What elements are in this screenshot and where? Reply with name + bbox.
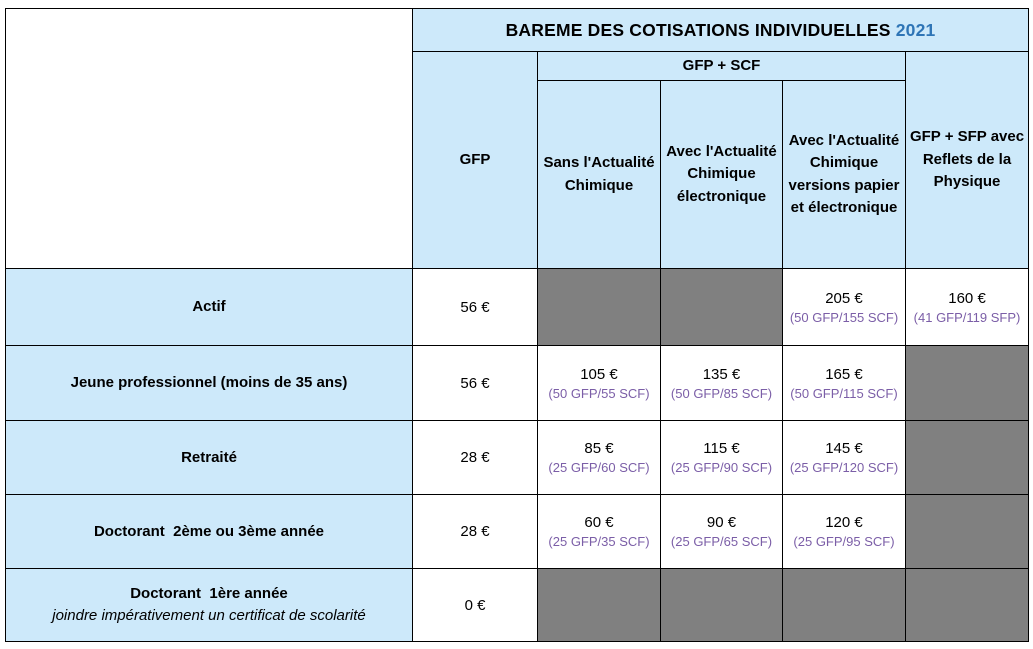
price-value: 205 € [825,289,863,307]
price-detail: (25 GFP/90 SCF) [670,460,773,476]
column-header-avec-actualite-papier-electronique: Avec l'Actualité Chimique versions papier et électronique [783,81,906,269]
blocked-cell [661,269,783,346]
column-header-gfp: GFP [413,52,538,269]
row-note: joindre impérativement un certificat de scolarité [52,607,366,624]
title-cell [413,9,1029,52]
gfp-price-cell [413,421,538,495]
table-row [6,569,1029,642]
price-detail: (50 GFP/155 SCF) [789,309,899,325]
empty-region [6,9,413,269]
row-label: Doctorant 1ère année [130,585,288,603]
gfp-price-cell [413,269,538,346]
price-cell [783,495,906,569]
table-row [6,269,1029,346]
price-cell [538,346,661,421]
price-detail: (50 GFP/115 SCF) [790,385,898,401]
row-label: Doctorant 2ème ou 3ème année [93,522,325,540]
price-value: 145 € [825,440,863,458]
blocked-cell [783,569,906,642]
price-value: 28 € [460,523,490,540]
price-value: 0 € [464,596,486,614]
price-cell [783,346,906,421]
row-label-cell [6,269,413,346]
row-label: Actif [192,298,226,316]
table-row [6,346,1029,421]
column-header-sans-actualite: Sans l'Actualité Chimique [538,81,661,269]
blocked-cell [906,346,1029,421]
price-detail: (25 GFP/120 SCF) [789,460,899,476]
blocked-cell [538,269,661,346]
price-value: 28 € [460,449,490,466]
price-value: 105 € [580,365,618,383]
row-label: Jeune professionnel (moins de 35 ans) [70,374,348,392]
gfp-price-cell [413,346,538,421]
price-cell [661,421,783,495]
price-cell [783,421,906,495]
price-detail: (25 GFP/65 SCF) [670,534,773,550]
price-detail: (25 GFP/35 SCF) [548,534,650,550]
title-year: 2021 [895,19,936,40]
table-row [6,495,1029,569]
title-row [6,9,1029,52]
price-detail: (50 GFP/55 SCF) [548,385,650,401]
column-header-gfp-sfp: GFP + SFP avec Reflets de la Physique [906,52,1029,269]
blocked-cell [661,569,783,642]
price-value: 90 € [706,514,737,532]
price-cell [538,421,661,495]
column-header-avec-actualite-electronique: Avec l'Actualité Chimique électronique [661,81,783,269]
row-label-cell [6,495,413,569]
price-value: 165 € [825,365,863,383]
fee-table [5,8,1029,642]
price-value: 56 € [460,374,490,392]
price-value: 85 € [584,440,614,458]
price-detail: (41 GFP/119 SFP) [913,309,1021,325]
gfp-price-cell [413,495,538,569]
page-title: BAREME DES COTISATIONS INDIVIDUELLES [505,19,891,40]
blocked-cell [538,569,661,642]
price-detail: (25 GFP/60 SCF) [548,460,650,476]
gfp-price-cell [413,569,538,642]
price-detail: (25 GFP/95 SCF) [793,534,895,550]
price-value: 120 € [825,514,863,532]
blocked-cell [906,421,1029,495]
table-row [6,421,1029,495]
price-cell [661,495,783,569]
price-value: 135 € [702,365,741,383]
price-value: 56 € [460,298,490,316]
row-label-cell [6,421,413,495]
price-value: 115 € [703,440,740,458]
row-label-cell [6,346,413,421]
price-detail: (50 GFP/85 SCF) [670,385,773,401]
row-label: Retraité [181,448,237,466]
row-label-cell [6,569,413,642]
price-cell [906,269,1029,346]
price-cell [783,269,906,346]
price-cell [538,495,661,569]
fee-table-body [6,269,1029,642]
price-value: 160 € [948,289,986,307]
price-value: 60 € [584,514,614,532]
price-cell [661,346,783,421]
blocked-cell [906,495,1029,569]
blocked-cell [906,569,1029,642]
group-header-gfp-scf: GFP + SCF [538,52,906,81]
